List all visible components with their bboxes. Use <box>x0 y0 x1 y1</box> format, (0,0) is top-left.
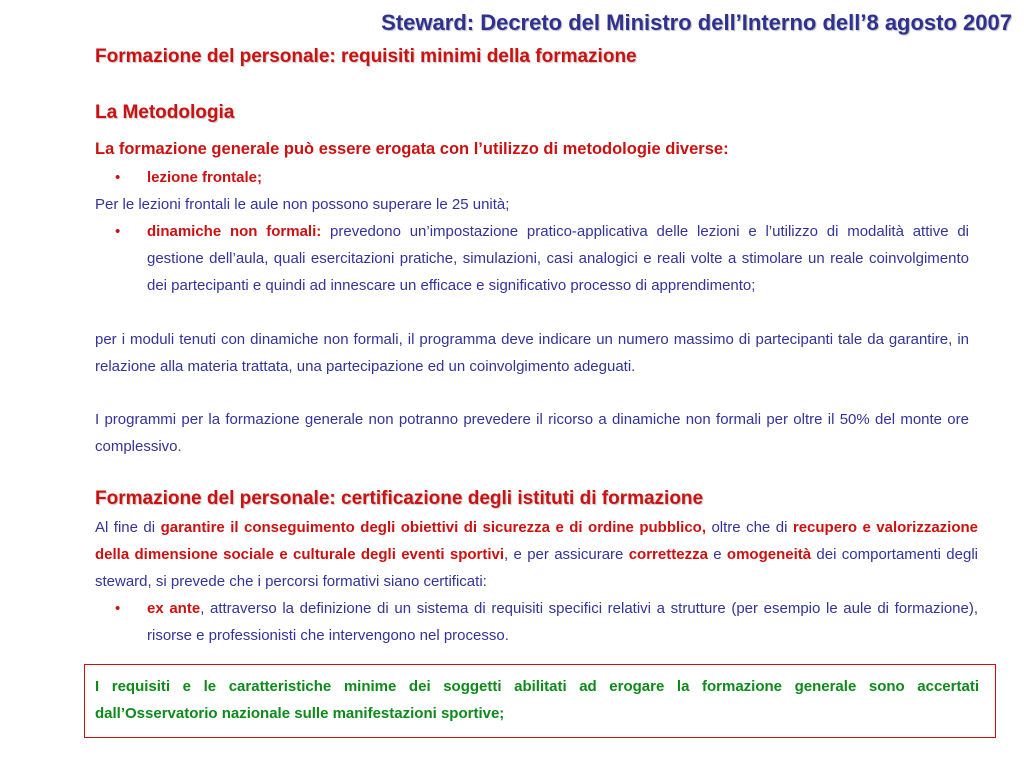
bullet-dinamiche <box>95 218 969 299</box>
metodologia-intro: La formazione generale può essere erogata con l’utilizzo di metodologie diverse: <box>95 140 729 158</box>
bullet-text: , attraverso la definizione di un sistema di requisiti specifici relativi a strutture (per esempio le aule di formazione), risorse e professionisti che intervengono nel processo. <box>147 600 979 644</box>
slide-title: Steward: Decreto del Ministro dell’Interno dell’8 agosto 2007 <box>381 10 1012 35</box>
metodologia-heading: La Metodologia <box>95 102 235 123</box>
slide-subtitle: Formazione del personale: requisiti minimi della formazione <box>95 46 637 67</box>
bullet-lezione-frontale <box>95 164 969 191</box>
note-aule: Per le lezioni frontali le aule non possono superare le 25 unità; <box>95 196 510 213</box>
bullet-marker: • <box>115 169 121 186</box>
requisiti-box-text: I requisiti e le caratteristiche minime dei soggetti abilitati ad erogare la formazione generale sono accertati dall’Osservatorio nazionale sulle manifestazioni sportive; <box>95 678 979 722</box>
note-programmi: I programmi per la formazione generale non potranno prevedere il ricorso a dinamiche non formali per oltre il 50% del monte ore complessivo. <box>95 411 969 455</box>
certificazione-heading: Formazione del personale: certificazione degli istituti di formazione <box>95 488 704 509</box>
bullet-marker: • <box>115 600 121 617</box>
bullet-ex-ante <box>95 595 978 649</box>
certificazione-paragraph: Al fine di garantire il conseguimento degli obiettivi di sicurezza e di ordine pubblico, oltre che di recupero e valorizzazione della dimensione sociale e culturale degli eventi sportivi, e per assicurare correttezza e omogeneità dei comportamenti degli steward, si prevede che i percorsi formativi siano certificati: <box>95 519 978 590</box>
requisiti-box <box>84 664 996 738</box>
bullet-label: lezione frontale; <box>147 169 263 186</box>
bullet-label: ex ante <box>147 600 201 617</box>
bullet-text: prevedono un’impostazione pratico-applicativa delle lezioni e l’utilizzo di modalità attive di gestione dell’aula, quali esercitazioni pratiche, simulazioni, casi analogici e reali volte a stimolare un reale coinvolgimento dei partecipanti e quindi ad innescare un efficace e significativo processo di apprendimento; <box>147 223 970 294</box>
bullet-marker: • <box>115 223 121 240</box>
note-moduli: per i moduli tenuti con dinamiche non formali, il programma deve indicare un numero massimo di partecipanti tale da garantire, in relazione alla materia trattata, una partecipazione ed un coinvolgimento adeguati. <box>95 331 969 375</box>
bullet-label: dinamiche non formali: <box>147 223 322 240</box>
